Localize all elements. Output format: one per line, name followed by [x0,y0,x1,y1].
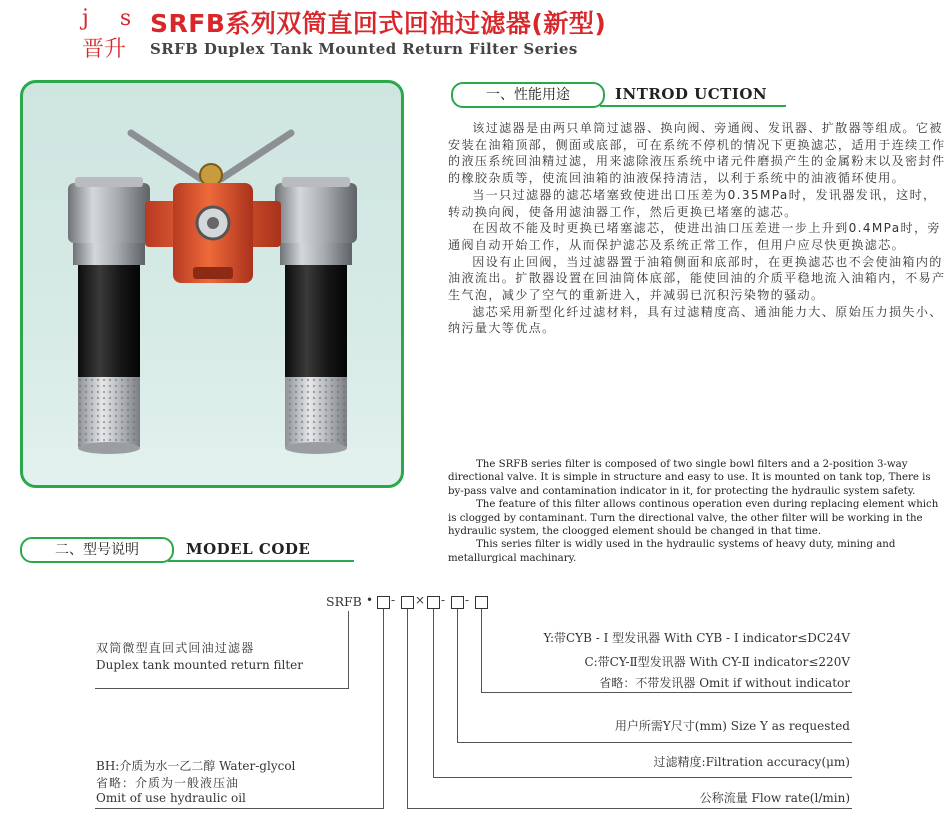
code-box-indicator [475,596,488,609]
intro-cn-paragraph: 在因故不能及时更换已堵塞滤芯，使进出油口压差进一步上升到0.4MPa时，旁通阀自动开始工作，从而保护滤芯及系统正常工作，但用户应尽快更换滤芯。 [448,221,941,252]
intro-heading-rule [600,105,786,107]
label-medium-omit-cn: 省略：介质为一般液压油 [96,776,240,790]
product-photo [20,80,404,488]
connector-line [95,808,384,809]
logo-chinese: 晋升 [82,37,127,62]
page-title: SRFB系列双筒直回式回油过滤器(新型) [150,9,607,38]
intro-en-paragraph: The SRFB series filter is composed of two single bowl filters and a 2-position 3-way directional valve. It is simple in structure and easy to use. It is mounted on tank top, There is by-pass valve and contamination indicator in it, for protecting the hydraulic system safety. [448,459,931,497]
connector-line [407,808,852,809]
duplex-filter-illustration [23,83,401,485]
code-box-accuracy [401,596,414,609]
code-dot: • [366,593,374,607]
connector-line [348,611,349,689]
model-heading: MODEL CODE [186,540,311,558]
label-size-y: 用户所需Y尺寸(mm) Size Y as requested [614,719,850,733]
label-indicator-y: Y:带CYB - Ⅰ 型发讯器 With CYB - Ⅰ indicator≤DC24V [543,631,850,645]
connector-line [433,777,852,778]
page-subtitle: SRFB Duplex Tank Mounted Return Filter Series [150,40,578,58]
label-flow: 公称流量 Flow rate(l/min) [699,791,850,805]
logo-latin: j s [82,6,144,31]
intro-en-paragraph: The feature of this filter allows continous operation even during replacing element which is clogged by contaminant. Turn the directional valve, the other filter will be working in the hydraulic system, the cloogged element should be changed in that time. [448,499,939,538]
label-medium-bh: BH:介质为水一乙二醇 Water-glycol [96,759,296,773]
intro-en-paragraph: This series filter is widly used in the hydraulic systems of heavy duty, mining and metallurgical machinary. [448,539,896,564]
connector-line [407,609,408,809]
connector-line [481,692,852,693]
label-indicator-omit: 省略：不带发讯器 Omit if without indicator [599,676,850,690]
intro-cn-paragraph: 因设有止回阀，当过滤器置于油箱侧面和底部时，在更换滤芯也不会使油箱内的油液流出。扩散器设置在回油筒体底部，能使回油的介质平稳地流入油箱内，不易产生气泡，减少了空气的重新进入，并减弱已沉积污染物的骚动。 [448,254,946,303]
model-code-prefix: SRFB [326,594,362,609]
label-name-cn: 双筒微型直回式回油过滤器 [96,641,255,655]
connector-line [481,609,482,693]
intro-heading: INTROD UCTION [615,85,768,103]
intro-cn-paragraph: 滤芯采用新型化纤过滤材料，具有过滤精度高、通油能力大、原始压力损失小、纳污量大等优点。 [448,304,943,336]
code-box-size [427,596,440,609]
label-accuracy: 过滤精度:Filtration accuracy(μm) [653,755,850,769]
label-indicator-c: C:带CY-Ⅱ型发讯器 With CY-Ⅱ indicator≤220V [584,655,850,669]
code-dash: - [441,593,446,607]
section-pill-intro: 一、性能用途 [451,82,605,108]
connector-line [457,742,852,743]
intro-cn-paragraph: 当一只过滤器的滤芯堵塞致使进出口压差为0.35MPa时，发讯器发讯，这时，转动换向阀，使备用滤油器工作，然后更换已堵塞的滤芯。 [448,187,937,219]
intro-cn-paragraph: 该过滤器是由两只单筒过滤器、换向阀、旁通阀、发讯器、扩散器等组成。它被安装在油箱顶部，侧面或底部，可在系统不停机的情况下更换滤芯，适用于连续工作的液压系统回油精过滤，用来滤除液压系统中诸元件磨损产生的金属粉末以及密封件的橡胶杂质等，使流回油箱的油液保持清洁，以利于系统中的油液循环使用。 [448,121,946,186]
code-box-medium [451,596,464,609]
code-dash: - [391,593,396,607]
connector-line [95,688,349,689]
code-box-flow [377,596,390,609]
code-dash: - [465,593,470,607]
connector-line [433,609,434,778]
connector-line [383,609,384,809]
model-heading-rule [168,560,354,562]
code-times: × [415,593,426,607]
section-pill-model: 二、型号说明 [20,537,174,563]
label-name-en: Duplex tank mounted return filter [96,658,303,672]
intro-english-text [448,458,948,565]
connector-line [457,609,458,743]
intro-chinese-text [448,120,948,337]
label-medium-omit-en: Omit of use hydraulic oil [96,791,246,805]
